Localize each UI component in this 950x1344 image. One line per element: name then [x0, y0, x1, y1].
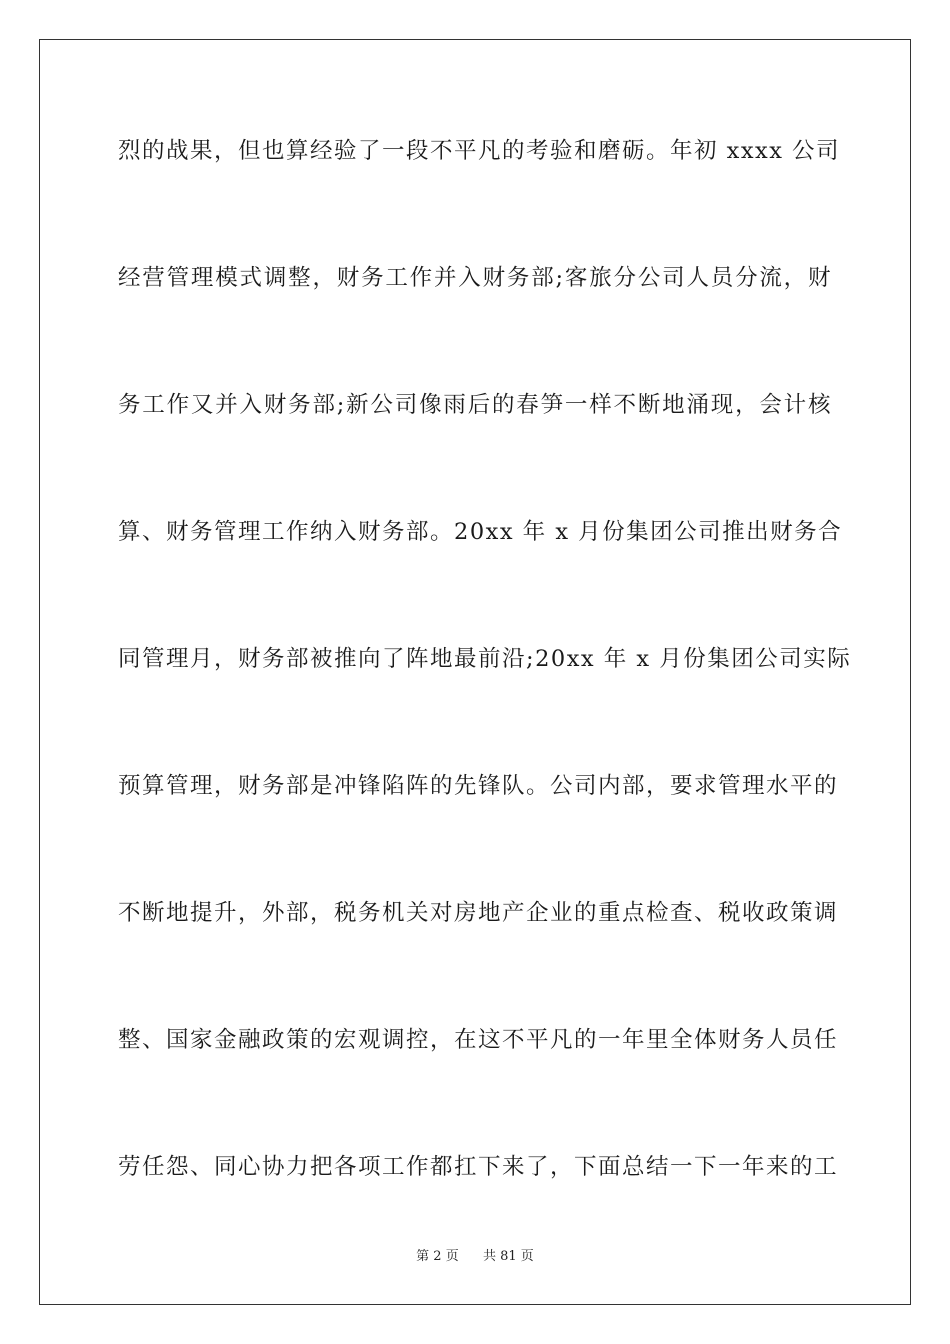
text-line: 劳任怨、同心协力把各项工作都扛下来了，下面总结一下一年来的工	[118, 1154, 839, 1180]
page-footer	[0, 1245, 950, 1264]
text-line: 整、国家金融政策的宏观调控，在这不平凡的一年里全体财务人员任	[118, 1027, 839, 1053]
text-line: 不断地提升，外部，税务机关对房地产企业的重点检查、税收政策调	[118, 900, 839, 926]
page-number: 第 2 页	[416, 1249, 459, 1264]
text-line: 经营管理模式调整，财务工作并入财务部;客旅分公司人员分流，财	[118, 265, 832, 291]
text-line: 同管理月，财务部被推向了阵地最前沿;20xx 年 x 月份集团公司实际	[118, 646, 852, 672]
text-line: 算、财务管理工作纳入财务部。20xx 年 x 月份集团公司推出财务合	[118, 519, 843, 545]
text-line: 务工作又并入财务部;新公司像雨后的春笋一样不断地涌现，会计核	[118, 392, 832, 418]
page-total: 共 81 页	[483, 1249, 534, 1264]
document-body	[118, 128, 852, 1271]
text-line: 烈的战果，但也算经验了一段不平凡的考验和磨砺。年初 xxxx 公司	[118, 138, 841, 164]
text-line: 预算管理，财务部是冲锋陷阵的先锋队。公司内部，要求管理水平的	[118, 773, 839, 799]
